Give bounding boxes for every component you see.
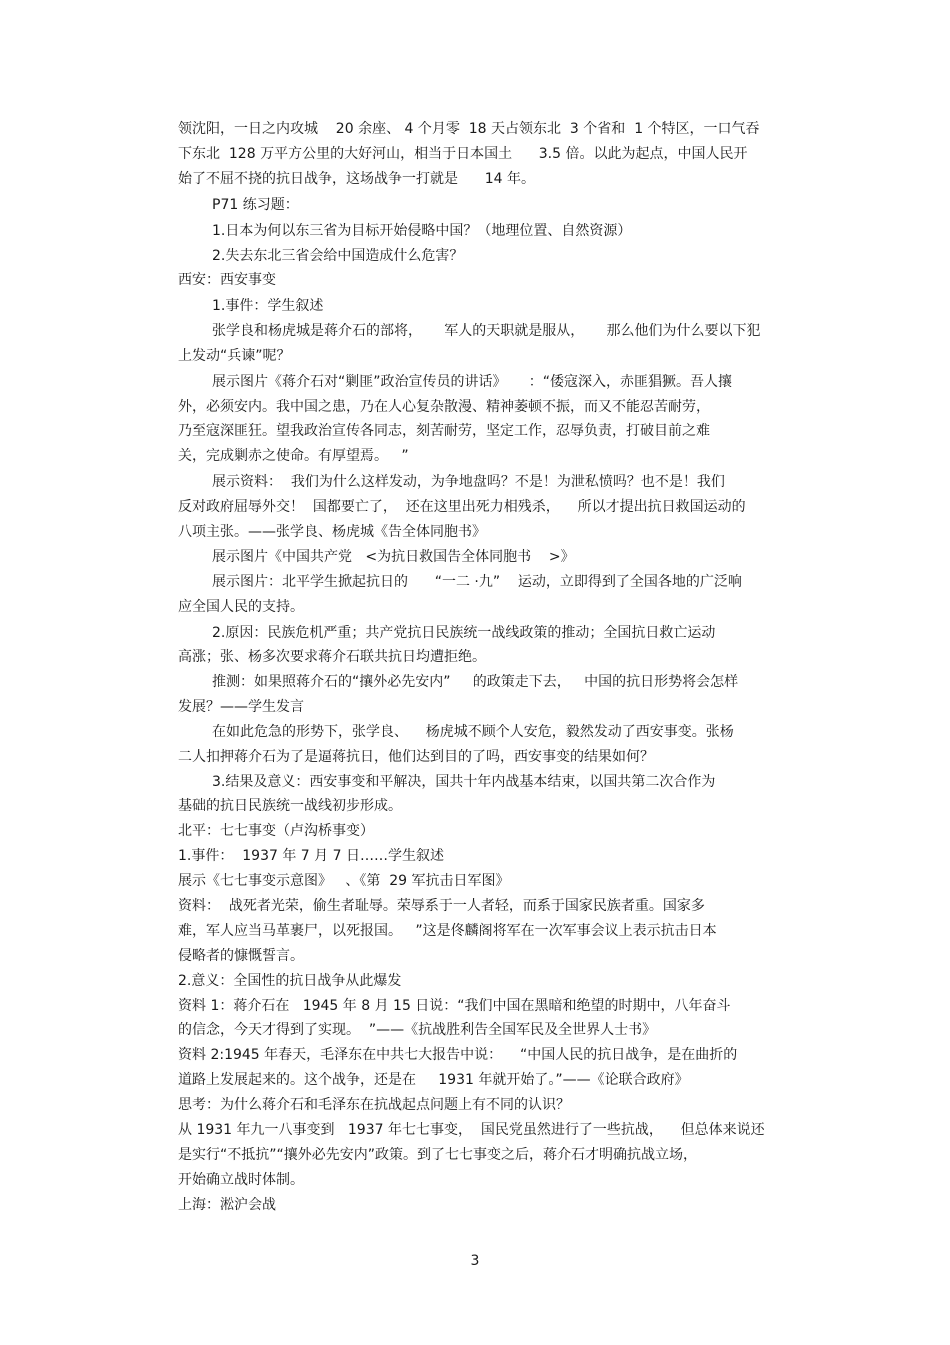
text-line: 西安：西安事变 <box>178 272 276 288</box>
text-line: 难，军人应当马革裹尸，以死报国。 ”这是佟麟阁将军在一次军事会议上表示抗击日本 <box>178 923 717 939</box>
text-line: 资料 2:1945 年春天，毛泽东在中共七大报告中说： “中国人民的抗日战争，是在曲折的 <box>178 1047 738 1063</box>
text-line: 下东北 128 万平方公里的大好河山，相当于日本国土 3.5 倍。以此为起点，中国人民开 <box>178 146 748 162</box>
text-line: 展示《七七事变示意图》 、《第 29 军抗击日军图》 <box>178 873 510 889</box>
text-line: 关，完成剿赤之使命。有厚望焉。 ” <box>178 448 409 464</box>
text-line: 乃至寇深匪狂。望我政治宣传各同志，刻苦耐劳，坚定工作，忍辱负责，打破目前之难 <box>178 423 710 439</box>
text-line: 的信念，今天才得到了实现。 ”——《抗战胜利告全国军民及全世界人士书》 <box>178 1022 657 1038</box>
text-line: 2.失去东北三省会给中国造成什么危害？ <box>212 248 464 264</box>
text-line: P71 练习题： <box>212 197 299 213</box>
text-line: 高涨；张、杨多次要求蒋介石联共抗日均遭拒绝。 <box>178 649 486 665</box>
text-line: 开始确立战时体制。 <box>178 1172 304 1188</box>
text-line: 侵略者的慷慨誓言。 <box>178 948 304 964</box>
text-line: 领沈阳，一日之内攻城 20 余座、 4 个月零 18 天占领东北 3 个省和 1 个特区，一口气吞 <box>178 121 760 137</box>
text-line: 展示资料： 我们为什么这样发动，为争地盘吗？不是！为泄私愤吗？也不是！我们 <box>212 474 725 490</box>
text-line: 1.事件：学生叙述 <box>212 298 324 314</box>
text-line: 思考：为什么蒋介石和毛泽东在抗战起点问题上有不同的认识？ <box>178 1097 570 1113</box>
text-line: 基础的抗日民族统一战线初步形成。 <box>178 798 402 814</box>
text-line: 展示图片《中国共产党 <为抗日救国告全体同胞书 >》 <box>212 549 575 565</box>
text-line: 1.事件： 1937 年 7 月 7 日……学生叙述 <box>178 848 444 864</box>
text-line: 反对政府屈辱外交！ 国都要亡了， 还在这里出死力相残杀， 所以才提出抗日救国运动的 <box>178 499 746 515</box>
text-line: 道路上发展起来的。这个战争，还是在 1931 年就开始了。”——《论联合政府》 <box>178 1072 689 1088</box>
text-line: 3.结果及意义：西安事变和平解决，国共十年内战基本结束，以国共第二次合作为 <box>212 774 716 790</box>
text-line: 2.意义：全国性的抗日战争从此爆发 <box>178 973 402 989</box>
text-line: 始了不屈不挠的抗日战争，这场战争一打就是 14 年。 <box>178 171 535 187</box>
text-line: 八项主张。——张学良、杨虎城《告全体同胞书》 <box>178 524 486 540</box>
text-line: 在如此危急的形势下，张学良、 杨虎城不顾个人安危，毅然发动了西安事变。张杨 <box>212 724 734 740</box>
text-line: 二人扣押蒋介石为了是逼蒋抗日，他们达到目的了吗，西安事变的结果如何？ <box>178 749 654 765</box>
text-line: 上海：淞沪会战 <box>178 1197 276 1213</box>
text-line: 资料： 战死者光荣，偷生者耻辱。荣辱系于一人者轻，而系于国家民族者重。国家多 <box>178 898 705 914</box>
text-line: 展示图片《蒋介石对“剿匪”政治宣传员的讲话》 ：“倭寇深入，赤匪猖獗。吾人攘 <box>212 374 733 390</box>
text-line: 发展？——学生发言 <box>178 699 304 715</box>
text-line: 应全国人民的支持。 <box>178 599 304 615</box>
text-line: 推测：如果照蒋介石的“攘外必先安内” 的政策走下去， 中国的抗日形势将会怎样 <box>212 674 739 690</box>
text-line: 张学良和杨虎城是蒋介石的部将， 军人的天职就是服从， 那么他们为什么要以下犯 <box>212 323 761 339</box>
text-line: 上发动“兵谏”呢？ <box>178 348 291 364</box>
text-line: 外，必须安内。我中国之患，乃在人心复杂散漫、精神萎顿不振，而又不能忍苦耐劳， <box>178 399 710 415</box>
text-line: 1.日本为何以东三省为目标开始侵略中国？（地理位置、自然资源） <box>212 223 632 239</box>
text-line: 2.原因：民族危机严重；共产党抗日民族统一战线政策的推动；全国抗日救亡运动 <box>212 625 716 641</box>
text-line: 资料 1：蒋介石在 1945 年 8 月 15 日说：“我们中国在黑暗和绝望的时期中，八年奋斗 <box>178 998 731 1014</box>
text-line: 展示图片：北平学生掀起抗日的 “一二 ·九” 运动，立即得到了全国各地的广泛响 <box>212 574 742 590</box>
text-line: 是实行“不抵抗”“攘外必先安内”政策。到了七七事变之后，蒋介石才明确抗战立场， <box>178 1147 698 1163</box>
page-number: 3 <box>470 1253 480 1269</box>
text-line: 北平：七七事变（卢沟桥事变） <box>178 823 374 839</box>
text-line: 从 1931 年九一八事变到 1937 年七七事变， 国民党虽然进行了一些抗战， 但总体来说还 <box>178 1122 765 1138</box>
